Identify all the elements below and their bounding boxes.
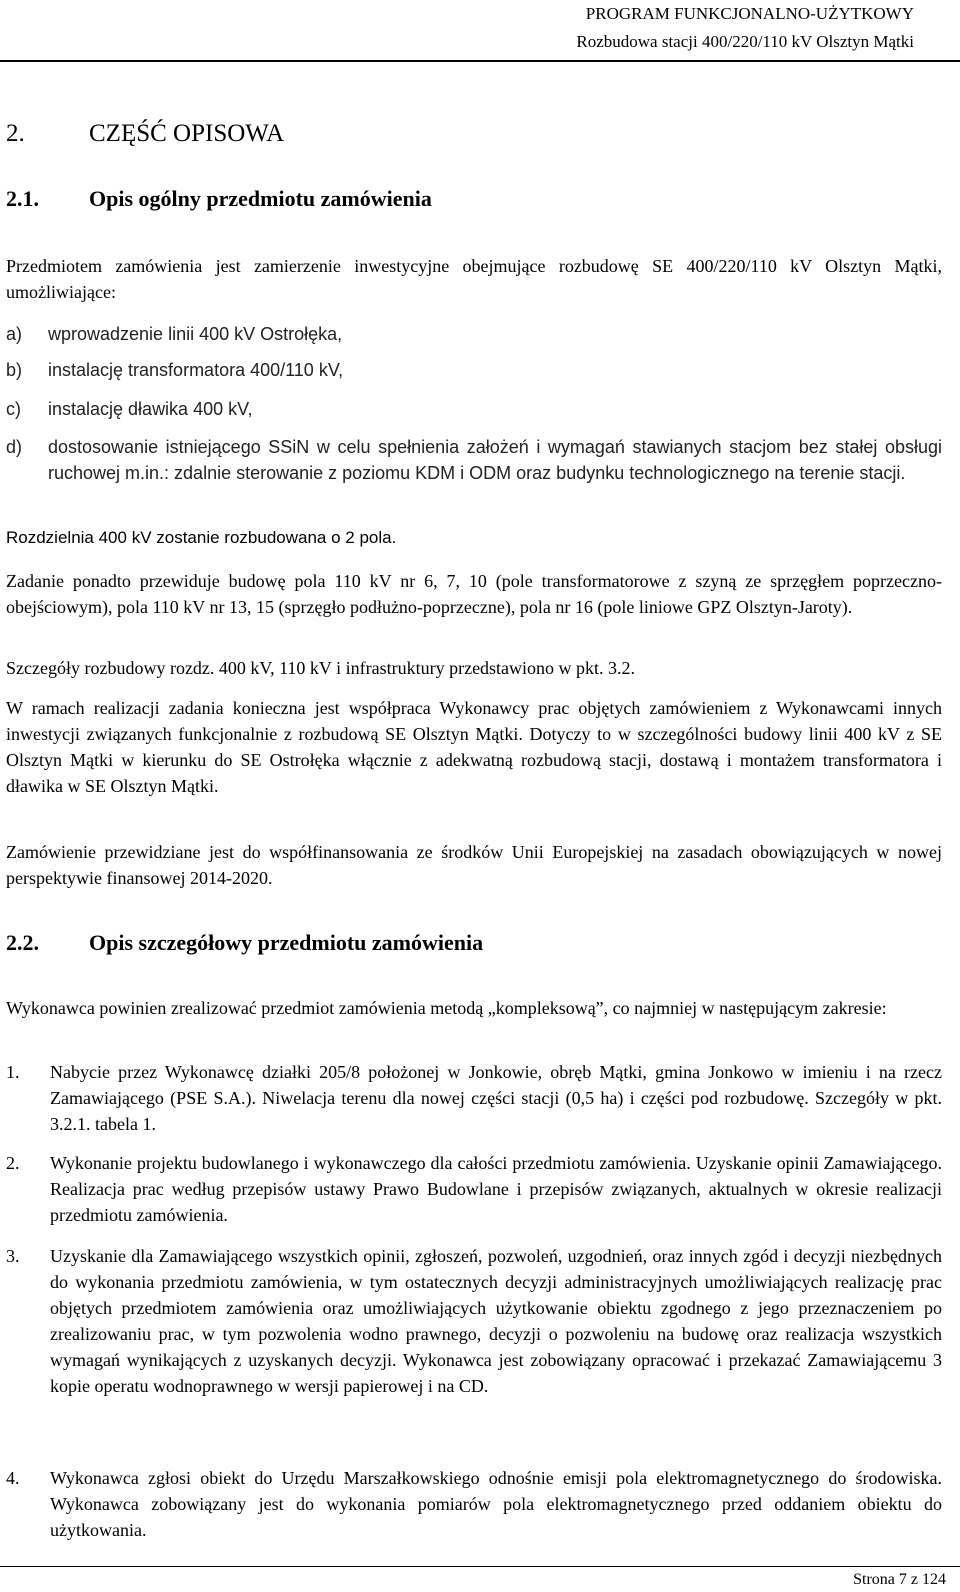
numbered-item-4-label: 4. — [6, 1468, 20, 1488]
numbered-item-4-text: Wykonawca zgłosi obiekt do Urzędu Marszałkowskiego odnośnie emisji pola elektromagnetycznego do środowiska. Wykonawca zobowiązany jest do wykonania pomiarów pola elektromagnetycznego przed oddaniem obiektu do użytkowania. — [50, 1468, 942, 1540]
list-item-a — [6, 321, 942, 347]
list-item-b-text: instalację transformatora 400/110 kV, — [48, 360, 344, 380]
numbered-item-4 — [6, 1465, 942, 1543]
header-title: PROGRAM FUNKCJONALNO-UŻYTKOWY — [585, 4, 914, 23]
section-2-2-heading — [6, 930, 483, 956]
paragraph-wykonawca: Wykonawca powinien zrealizować przedmiot zamówienia metodą „kompleksową”, co najmniej w następującym zakresie: — [6, 998, 887, 1018]
paragraph-w-ramach: W ramach realizacji zadania konieczna jest współpraca Wykonawcy prac objętych zamówieniem z Wykonawcami innych inwestycji związanych funkcjonalnie z rozbudową SE Olsztyn Mątki. Dotyczy to w szczególności budowy linii 400 kV z SE Olsztyn Mątki w kierunku do SE Ostrołęka włącznie z adekwatną rozbudową stacji, dostawą i montażem transformatora i dławika w SE Olsztyn Mątki. — [6, 698, 942, 796]
section-2-2-title: Opis szczegółowy przedmiotu zamówienia — [89, 930, 484, 955]
section-2-number: 2. — [6, 120, 25, 147]
numbered-item-1 — [6, 1059, 942, 1137]
list-item-c-label: c) — [6, 399, 21, 419]
section-2-2-number: 2.2. — [6, 930, 39, 955]
paragraph-zadanie: Zadanie ponadto przewiduje budowę pola 110 kV nr 6, 7, 10 (pole transformatorowe z szyną ze sprzęgłem poprzeczno-obejściowym), pola 110 kV nr 13, 15 (sprzęgło podłużno-poprzeczne), pola nr 16 (pole liniowe GPZ Olsztyn-Jaroty). — [6, 571, 942, 617]
paragraph-szczegoly: Szczegóły rozbudowy rozdz. 400 kV, 110 kV i infrastruktury przedstawiono w pkt. 3.2. — [6, 658, 636, 678]
numbered-item-2-label: 2. — [6, 1153, 20, 1173]
page-number: Strona 7 z 124 — [853, 1571, 946, 1588]
section-2-1-number: 2.1. — [6, 186, 39, 211]
list-item-d-text: dostosowanie istniejącego SSiN w celu spełnienia założeń i wymagań stawianych stacjom bez stałej obsługi ruchowej m.in.: zdalnie sterowanie z poziomu KDM i ODM oraz budynku technologicznego na terenie stacji. — [48, 437, 942, 483]
list-item-d-label: d) — [6, 437, 23, 457]
numbered-item-3-label: 3. — [6, 1246, 20, 1266]
list-item-a-text: wprowadzenie linii 400 kV Ostrołęka, — [48, 324, 343, 344]
numbered-item-2 — [6, 1150, 942, 1228]
list-item-d — [6, 434, 942, 486]
section-2-title: CZĘŚĆ OPISOWA — [89, 120, 285, 147]
header-divider — [0, 60, 960, 62]
numbered-item-3-text: Uzyskanie dla Zamawiającego wszystkich opinii, zgłoszeń, pozwoleń, uzgodnień, oraz innych zgód i decyzji niezbędnych do wykonania przedmiotu zamówienia, w tym ostatecznych decyzji administracyjnych umożliwiających realizację prac objętych przedmiotem zamówienia oraz umożliwiających użytkowanie obiektu zgodnego z jego przeznaczeniem po zrealizowaniu prac, w tym pozwolenia wodno prawnego, decyzji o pozwoleniu na budowę oraz realizacja wszystkich wymagań wynikających z uzyskanych decyzji. Wykonawca jest zobowiązany opracować i przekazać Zamawiającemu 3 kopie operatu wodnoprawnego w wersji papierowej i na CD. — [50, 1246, 942, 1396]
header-subtitle: Rozbudowa stacji 400/220/110 kV Olsztyn Mątki — [576, 32, 914, 51]
list-item-c — [6, 396, 942, 422]
numbered-item-1-text: Nabycie przez Wykonawcę działki 205/8 położonej w Jonkowie, obręb Mątki, gmina Jonkowo w imieniu i na rzecz Zamawiającego (PSE S.A.). Niwelacja terenu dla nowej części stacji (0,5 ha) i części pod rozbudowę. Szczegóły w pkt. 3.2.1. tabela 1. — [50, 1062, 942, 1134]
list-item-a-label: a) — [6, 324, 23, 344]
section-2-1-title: Opis ogólny przedmiotu zamówienia — [89, 186, 432, 211]
intro-paragraph: Przedmiotem zamówienia jest zamierzenie inwestycyjne obejmujące rozbudowę SE 400/220/110 kV Olsztyn Mątki, umożliwiające: — [6, 256, 942, 302]
section-2-heading — [6, 120, 284, 148]
numbered-item-3 — [6, 1243, 942, 1399]
paragraph-rozdzielnia: Rozdzielnia 400 kV zostanie rozbudowana o 2 pola. — [6, 528, 397, 547]
list-item-c-text: instalację dławika 400 kV, — [48, 399, 253, 419]
numbered-item-2-text: Wykonanie projektu budowlanego i wykonawczego dla całości przedmiotu zamówienia. Uzyskanie opinii Zamawiającego. Realizacja prac według przepisów ustawy Prawo Budowlane i przepisów związanych, aktualnych w okresie realizacji przedmiotu zamówienia. — [50, 1153, 942, 1225]
list-item-b-label: b) — [6, 360, 23, 380]
section-2-1-heading — [6, 186, 432, 212]
footer-divider — [0, 1566, 960, 1567]
paragraph-wspolfinansowanie: Zamówienie przewidziane jest do współfinansowania ze środków Unii Europejskiej na zasadach obowiązujących w nowej perspektywie finansowej 2014-2020. — [6, 842, 942, 888]
list-item-b — [6, 357, 942, 383]
numbered-item-1-label: 1. — [6, 1062, 20, 1082]
